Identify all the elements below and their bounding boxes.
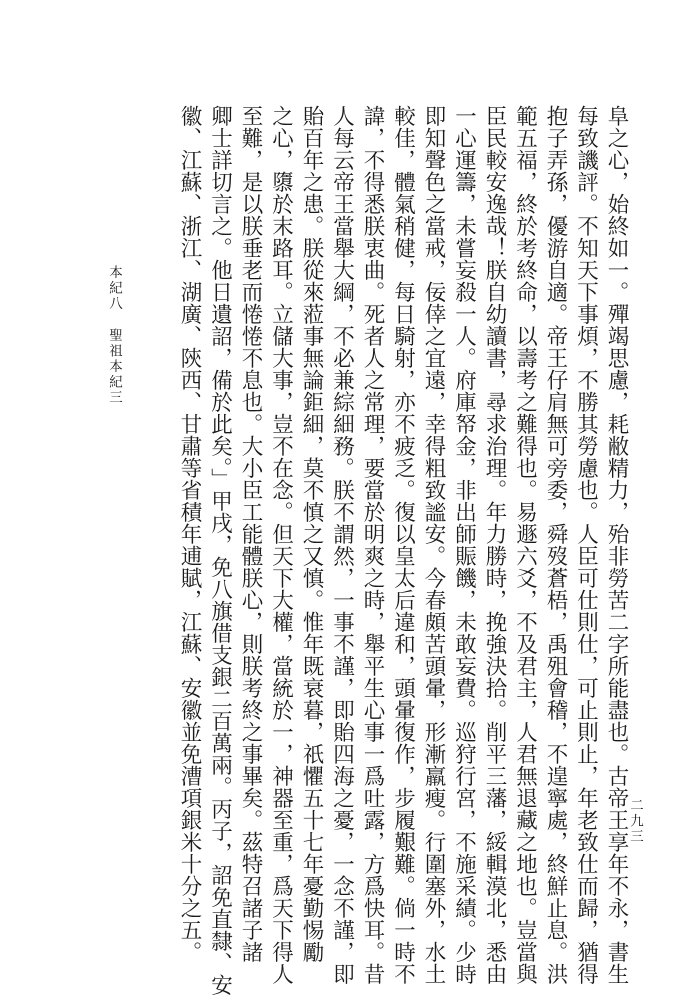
text-column: 卿士詳切言之。他日遺詔，備於此矣。」甲戌，免八旗借支銀二百萬兩。丙子，詔免直隸、安: [207, 105, 233, 997]
text-column: 一心運籌，未嘗妄殺一人。府庫帑金，非出師賑饑，未敢妄費。巡狩行宮，不施采績。少時: [451, 105, 477, 985]
text-column: 每致譏評。不知天下事煩，不勝其勞慮也。人臣可仕則仕，可止則止，年老致仕而歸，猶得: [573, 105, 599, 985]
text-column: 之心，隳於末路耳。立儲大事，豈不在念。但天下大權，當統於一，神器至重，爲天下得人: [268, 105, 294, 985]
text-column: 即知聲色之當戒，佞倖之宜遠，幸得粗致謐安。今春頗苦頭暈，形漸羸瘦。行圍塞外，水土: [421, 105, 446, 985]
text-column: 徽、江蘇、浙江、湖廣、陝西、甘肅等省積年逋賦，江蘇、安徽並免漕項銀米十分之五。: [177, 105, 202, 963]
text-column: 抱子弄孫，優游自適。帝王仔肩無可旁委，舜歿蒼梧，禹殂會稽，不遑寧處，終鮮止息。洪: [543, 105, 568, 985]
text-column: 範五福，終於考終命，以壽考之難得也。易遯六爻，不及君主，人君無退藏之地也。豈當與: [512, 105, 538, 985]
section-label: 本紀八: [106, 265, 122, 312]
chapter-label: 聖祖本紀三: [106, 327, 122, 405]
main-text: [131, 105, 631, 997]
text-column: 阜之心，始終如一。殫竭思慮，耗敝精力，殆非勞苦二字所能盡也。古帝王享年不永，書生: [604, 105, 629, 985]
running-header: [104, 265, 124, 915]
text-column: 諱，不得悉朕衷曲。死者人之常理，要當於明爽之時，舉平生心事一爲吐露，方爲快耳。昔: [360, 105, 385, 985]
text-column: 臣民較安逸哉！朕自幼讀書，尋求治理。年力勝時，挽強決拾。削平三藩，綏輯漠北，悉由: [482, 105, 507, 985]
text-column: 至難，是以朕垂老而惓惓不息也。大小臣工能體朕心，則朕考終之事畢矣。茲特召諸子諸: [238, 105, 263, 963]
text-column: 較佳，體氣稍健，每日騎射，亦不疲乏。復以皇太后違和，頭暈復作，步履艱難。倘一時不: [390, 105, 416, 985]
page-number: 二九三: [627, 798, 643, 845]
text-column: 人每云帝王當舉大綱，不必兼綜細務。朕不謂然，一事不謹，即貽四海之憂，一念不謹，即: [329, 105, 355, 985]
text-column: 貽百年之患。朕從來蒞事無論鉅細，莫不慎之又慎。惟年既衰暮，祇懼五十七年憂勤惕勵: [299, 105, 324, 963]
